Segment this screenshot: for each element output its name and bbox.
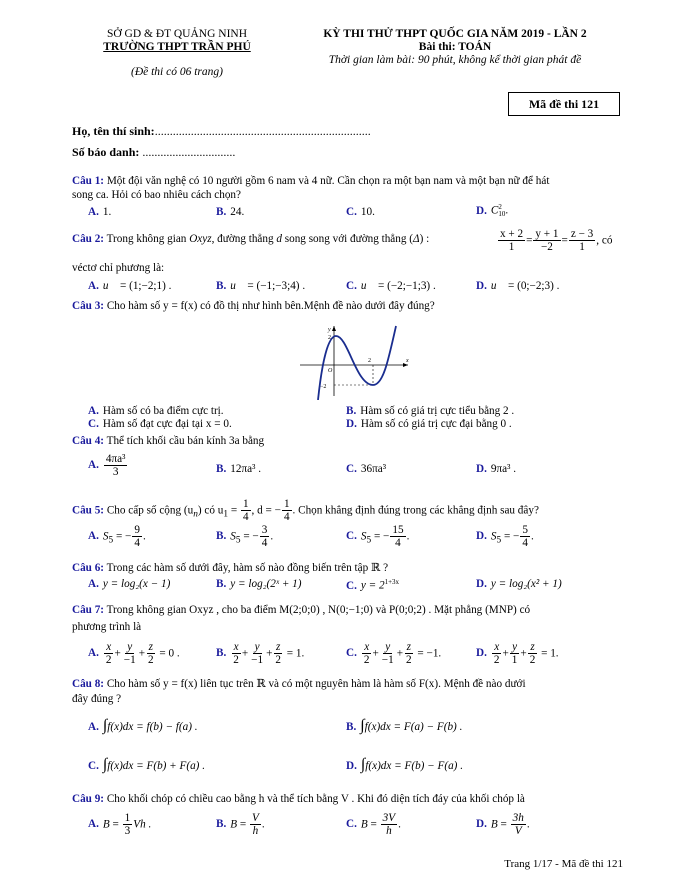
q4-option-c: C. 36πa³ [346,463,387,475]
exam-code-box: Mã đề thi 121 [508,92,620,116]
q9-option-c: C. B = $\frac{3V}{h}$ . [346,812,401,838]
q6-option-d: D. y = log₂(x² + 1) [476,578,562,590]
q3-option-d: D. Hàm số có giá trị cực đại bằng 0 . [346,418,512,430]
q1-option-a: A. 1. [88,206,112,218]
q1-line2: song ca. Hỏi có bao nhiêu cách chọn? [72,189,241,201]
q3-option-b: B. Hàm số có giá trị cực tiểu bằng 2 . [346,405,515,417]
q5-option-c: C. $S_5$ = − $\frac{15}{4}$ . [346,524,410,550]
exam-time: Thời gian làm bài: 90 phút, không kể thời gian phát đề [328,54,582,66]
q1-option-b: B. 24. [216,206,245,218]
q7-option-b: B. $\frac{x}{2}$ + $\frac{y}{-1}$ + $\frac{z}{2}$ = 1. [216,641,305,667]
student-id-line [72,145,627,160]
q6-option-c: C. $y = 2^{1+3x}$ [346,578,400,592]
q2-line2: véctơ chỉ phương là: [72,262,165,274]
q4-option-b: B. 12πa³ . [216,463,262,475]
q4-option-a: A. $\frac{\text{4πa³}}{3}$ [88,453,126,479]
q7-line2: phương trình là [72,621,142,633]
q5-option-b: B. $S_5$ = − $\frac{3}{4}$ . [216,524,274,550]
exam-subject: Bài thi: TOÁN [418,41,492,53]
q7-option-a: A. $\frac{x}{2}$ + $\frac{y}{-1}$ + $\frac{z}{2}$ = 0 . [88,641,180,667]
q9-line1: Câu 9: Cho khối chóp có chiều cao bằng h và thể tích bằng V . Khi đó diện tích đáy của khối chóp là [72,793,525,805]
q1-text1: Một đội văn nghệ có 10 người gồm 6 nam và 4 nữ. Cần chọn ra một bạn nam và một bạn nữ để hát [104,175,550,187]
q8-option-b: B. ∫f(x)dx = F(a) − F(b) . [346,717,463,734]
q4-option-d: D. 9πa³ . [476,463,517,475]
q1-line1 [72,175,627,187]
q7-line1: Câu 7: Trong không gian Oxyz , cho ba điểm M(2;0;0) , N(0;−1;0) và P(0;0;2) . Mặt phẳng (MNP) có [72,604,531,616]
q8-line2: đây đúng ? [72,693,122,705]
q9-option-a: A. B = $\frac{1}{3}$ Vh . [88,812,152,838]
svg-text:2: 2 [328,335,331,341]
svg-text:x: x [406,358,409,364]
svg-text:y: y [328,327,331,333]
page-footer: Trang 1/17 - Mã đề thi 121 [504,858,623,870]
header-left [72,28,282,79]
student-name-label: Họ, tên thí sinh: [72,124,155,138]
pages-note: (Đề thi có 06 trang) [131,66,223,78]
q2-option-d: D. u⃗ = (0;−2;3) . [476,280,560,292]
q4-line1: Câu 4: Thể tích khối cầu bán kính 3a bằng [72,435,265,447]
q6-option-a: A. y = log₂(x − 1) [88,578,171,590]
q3-line1: Câu 3: Cho hàm số y = f(x) có đồ thị như hình bên.Mệnh đề nào dưới đây đúng? [72,300,435,312]
q1-label: Câu 1: [72,175,105,187]
student-id-dots: ............................... [139,145,236,159]
q1-option-c: C. 10. [346,206,375,218]
student-name-line [72,124,627,139]
q7-option-c: C. $\frac{x}{2}$ + $\frac{y}{-1}$ + $\frac{z}{2}$ = −1. [346,641,442,667]
q3-option-c: C. Hàm số đạt cực đại tại x = 0. [88,418,232,430]
q2-line1: Câu 2: Trong không gian Oxyz, đường thẳng d song song với đường thẳng (Δ) : [72,233,430,245]
q2-option-a: A. u⃗ = (1;−2;1) . [88,280,172,292]
q5-option-a: A. $S_5$ = − $\frac{9}{4}$ . [88,524,146,550]
q8-option-a: A. ∫f(x)dx = f(b) − f(a) . [88,717,198,734]
q8-option-d: D. ∫f(x)dx = F(b) − F(a) . [346,756,464,773]
dept-name: SỞ GD & ĐT QUẢNG NINH [106,28,248,40]
q2-option-c: C. u⃗ = (−2;−1;3) . [346,280,436,292]
q1-option-d: D. C 2 10 . [476,203,509,218]
q9-option-d: D. B = $\frac{3h}{V}$ . [476,812,530,838]
q3-graph [298,322,413,400]
svg-text:−2: −2 [320,384,327,390]
q7-option-d: D. $\frac{x}{2}$ + $\frac{y}{1}$ + $\frac{z}{2}$ = 1. [476,641,559,667]
q5-line1: Câu 5: Cho cấp số cộng $(u_n)$ có $u_1$ = $\frac{1}{4}$ , d = − $\frac{1}{4}$ . Chọn khẳng định đúng trong các khẳng định sau đây? [72,498,539,524]
school-name: TRƯỜNG THPT TRẦN PHÚ [103,41,251,53]
svg-text:2: 2 [368,358,371,364]
q6-line1: Câu 6: Trong các hàm số dưới đây, hàm số nào đồng biến trên tập ℝ ? [72,562,389,574]
q9-option-b: B. B = $\frac{V}{h}$ . [216,812,265,838]
q5-option-d: D. $S_5$ = − $\frac{5}{4}$ . [476,524,534,550]
svg-text:O: O [328,368,333,374]
q8-option-c: C. ∫f(x)dx = F(b) + F(a) . [88,756,206,773]
q2-option-b: B. u⃗ = (−1;−3;4) . [216,280,306,292]
student-name-dots: ........................................................................ [154,124,371,138]
q8-line1: Câu 8: Cho hàm số y = f(x) liên tục trên ℝ và có một nguyên hàm là hàm số F(x). Mệnh đề nào dưới [72,678,526,690]
q3-option-a: A. Hàm số có ba điểm cực trị. [88,405,224,417]
q6-option-b: B. y = log₂(2ˣ + 1) [216,578,302,590]
student-id-label: Số báo danh: [72,145,140,159]
header-right [290,28,620,67]
exam-title: KỲ THI THỬ THPT QUỐC GIA NĂM 2019 - LẦN 2 [323,28,587,40]
q2-line-equation: $\frac{x + 2}{1}$ = $\frac{y + 1}{-2}$ = $\frac{z - 3}{1}$ , có [500,228,613,254]
